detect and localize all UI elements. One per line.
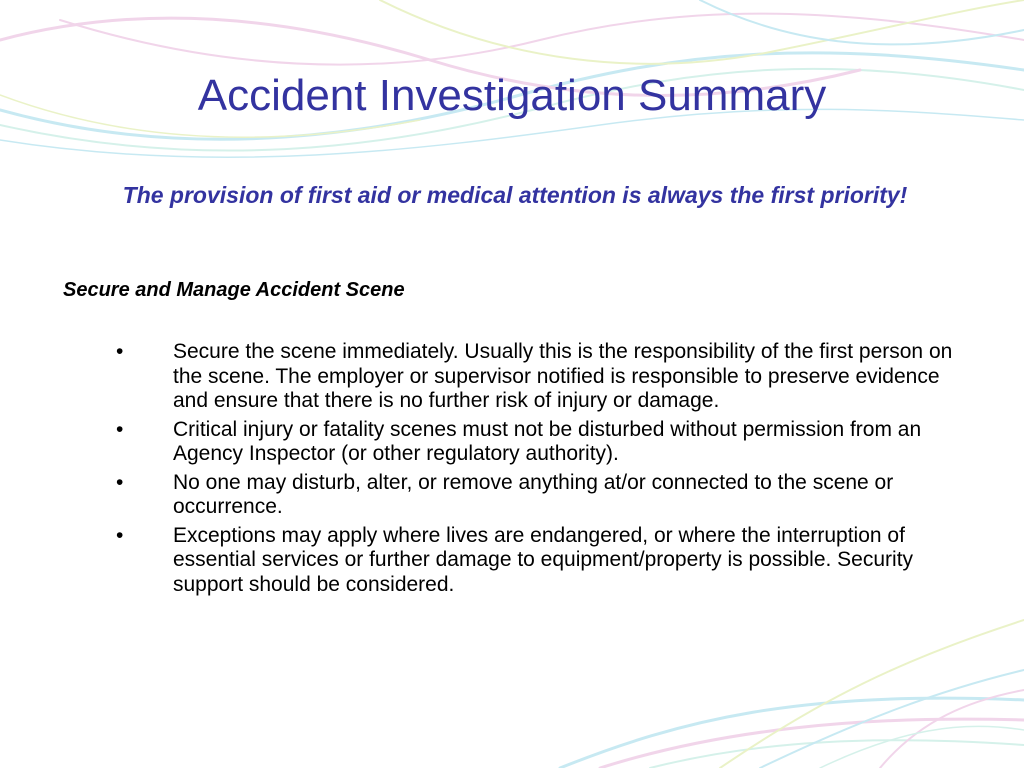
slide-subtitle: The provision of first aid or medical attention is always the first priority! xyxy=(122,182,908,208)
list-item xyxy=(110,471,960,520)
list-item xyxy=(110,524,960,598)
bullet-text: Critical injury or fatality scenes must not be disturbed without permission from an Agency Inspector (or other regulatory authority). xyxy=(173,417,922,465)
bullet-text: Exceptions may apply where lives are endangered, or where the interruption of essential services or further damage to equipment/property is possible. Security support should be considered. xyxy=(173,523,914,596)
bullet-text: No one may disturb, alter, or remove anything at/or connected to the scene or occurrence. xyxy=(173,470,894,518)
section-heading: Secure and Manage Accident Scene xyxy=(63,279,405,301)
bullet-icon: • xyxy=(116,470,124,494)
bullet-list xyxy=(110,340,960,601)
list-item xyxy=(110,340,960,414)
bullet-text: Secure the scene immediately. Usually this is the responsibility of the first person on the scene. The employer or supervisor notified is responsible to preserve evidence and ensure that there is no further risk of injury or damage. xyxy=(173,340,953,412)
bullet-icon: • xyxy=(116,523,124,547)
slide-title: Accident Investigation Summary xyxy=(197,71,827,120)
bullet-icon: • xyxy=(116,340,124,363)
bullet-icon: • xyxy=(116,417,124,441)
list-item xyxy=(110,418,960,467)
